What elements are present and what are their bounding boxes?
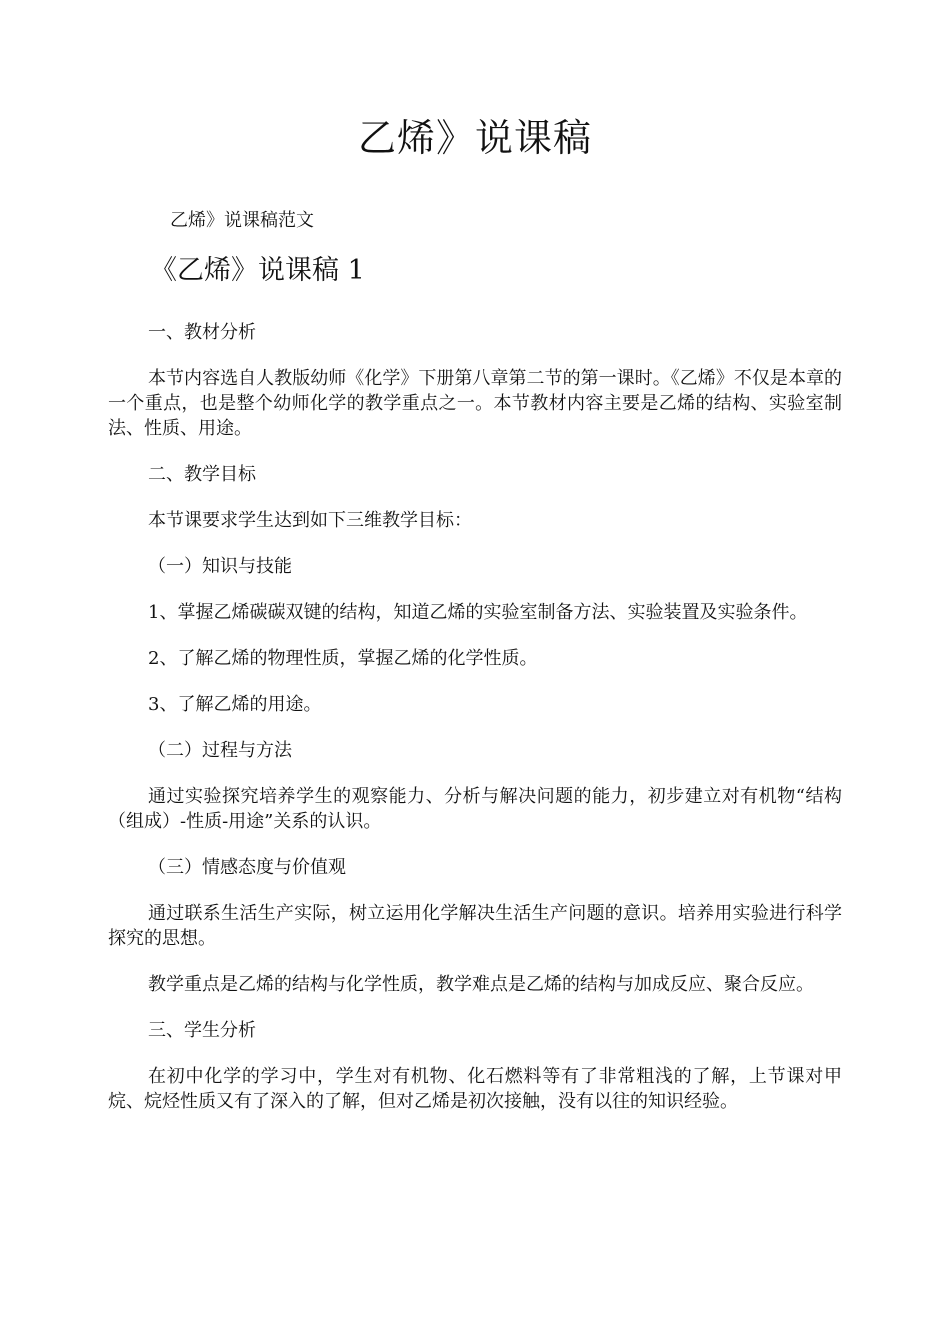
- list-item-2: 2、了解乙烯的物理性质，掌握乙烯的化学性质。: [148, 648, 538, 669]
- heading-student-analysis: 三、学生分析: [148, 1020, 256, 1041]
- document-subtitle: 乙烯》说课稿范文: [170, 210, 314, 231]
- paragraph-process-method: 通过实验探究培养学生的观察能力、分析与解决问题的能力，初步建立对有机物“结构（组成）-性质-用途”关系的认识。: [108, 786, 842, 832]
- document-title: 乙烯》说课稿: [357, 116, 592, 160]
- list-item-1: 1、掌握乙烯碳碳双键的结构，知道乙烯的实验室制备方法、实验装置及实验条件。: [148, 602, 808, 623]
- paragraph-objectives-intro: 本节课要求学生达到如下三维教学目标：: [148, 510, 472, 531]
- list-item-3: 3、了解乙烯的用途。: [148, 694, 322, 715]
- section-heading: 《乙烯》说课稿 1: [150, 255, 365, 286]
- paragraph-student-analysis: 在初中化学的学习中，学生对有机物、化石燃料等有了非常粗浅的了解，上节课对甲烷、烷烃性质又有了深入的了解，但对乙烯是初次接触，没有以往的知识经验。: [108, 1066, 842, 1112]
- subheading-knowledge-skills: （一）知识与技能: [148, 556, 292, 577]
- paragraph-key-points: 教学重点是乙烯的结构与化学性质，教学难点是乙烯的结构与加成反应、聚合反应。: [148, 974, 814, 995]
- heading-teaching-objectives: 二、教学目标: [148, 464, 256, 485]
- paragraph-textbook-analysis: 本节内容选自人教版幼师《化学》下册第八章第二节的第一课时。《乙烯》不仅是本章的一个重点，也是整个幼师化学的教学重点之一。本节教材内容主要是乙烯的结构、实验室制法、性质、用途。: [108, 368, 842, 439]
- subheading-process-method: （二）过程与方法: [148, 740, 292, 761]
- subheading-emotion-values: （三）情感态度与价值观: [148, 857, 346, 878]
- heading-textbook-analysis: 一、教材分析: [148, 322, 256, 343]
- document-body: [108, 320, 842, 1135]
- paragraph-emotion-values: 通过联系生活生产实际，树立运用化学解决生活生产问题的意识。培养用实验进行科学探究的思想。: [108, 903, 842, 949]
